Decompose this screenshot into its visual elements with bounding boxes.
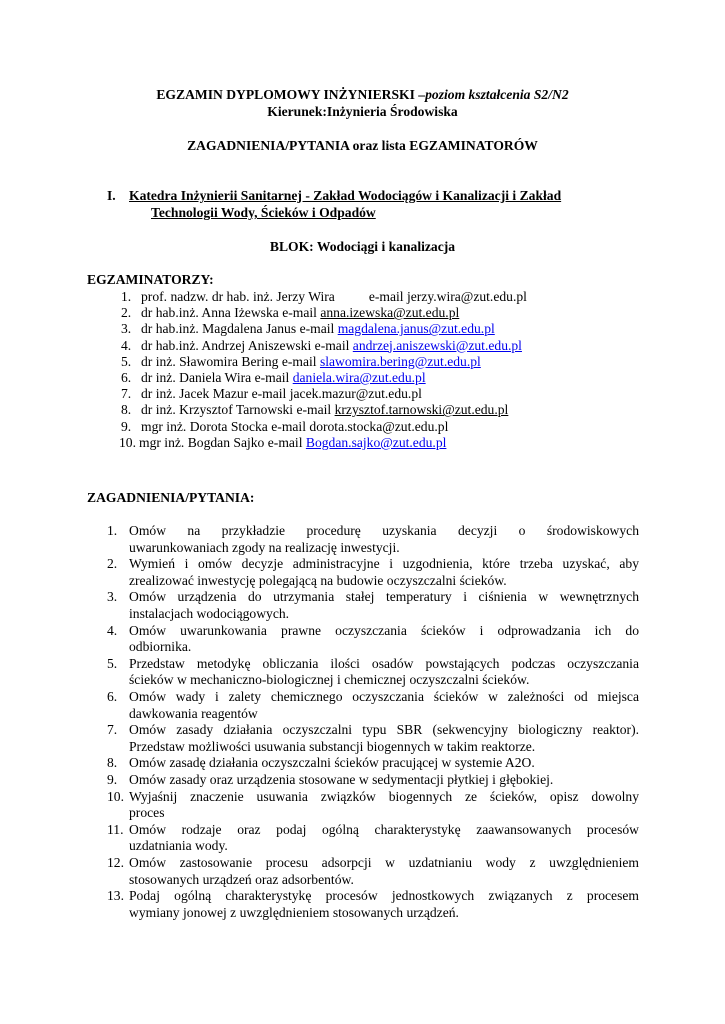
field-of-study: Kierunek:Inżynieria Środowiska <box>267 104 458 119</box>
examiner-email[interactable]: Bogdan.sajko@zut.edu.pl <box>305 434 447 450</box>
questions-heading: ZAGADNIENIA/PYTANIA: <box>87 490 255 505</box>
question-text-line: zrealizować inwestycję polegającą na budowie oczyszczalni ścieków. <box>129 572 507 588</box>
question-item <box>107 855 639 888</box>
examiner-number: 7. <box>121 386 132 402</box>
exam-title-level: poziom kształcenia S2/N2 <box>425 87 569 102</box>
question-item <box>107 556 639 589</box>
examiners-heading: EGZAMINATORZY: <box>87 272 214 287</box>
question-text-line: Omów urządzenia do utrzymania stałej temperatury i ciśnienia w wewnętrznych <box>129 589 639 605</box>
question-text-line: Podaj ogólną charakterystykę procesów jednostkowych związanych z procesem <box>129 888 639 904</box>
examiner-name: dr hab.inż. Anna Iżewska <box>141 305 279 321</box>
question-number: 4. <box>107 622 118 638</box>
question-text-line: Omów na przykładzie procedurę uzyskania decyzji o środowiskowych <box>129 523 639 538</box>
question-text-line: Omów zastosowanie procesu adsorpcji w uzdatnianiu wody z uwzględnieniem <box>129 855 639 870</box>
examiner-email: dorota.stocka@zut.edu.pl <box>309 418 449 434</box>
examiner-number: 6. <box>121 370 132 385</box>
examiner-item <box>121 402 508 419</box>
examiner-number: 8. <box>121 402 132 418</box>
subtitle: ZAGADNIENIA/PYTANIA oraz lista EGZAMINATORÓW <box>187 138 538 153</box>
examiner-name: prof. nadzw. dr hab. inż. Jerzy Wira <box>141 289 335 304</box>
question-text-line: uwarunkowaniach zgody na realizację inwestycji. <box>129 539 400 555</box>
question-item <box>107 755 639 772</box>
examiner-name: dr inż. Jacek Mazur <box>141 386 249 402</box>
examiner-email: jerzy.wira@zut.edu.pl <box>406 289 527 304</box>
question-text-line: Omów zasady oraz urządzenia stosowane w sedymentacji płytkiej i głębokiej. <box>129 772 554 787</box>
examiner-name: dr inż. Sławomira Bering <box>141 353 279 369</box>
question-number: 1. <box>107 523 118 538</box>
question-number: 8. <box>107 755 118 771</box>
question-item <box>107 656 639 689</box>
examiner-item <box>121 370 426 387</box>
email-prefix: e-mail <box>282 305 321 321</box>
block-title: BLOK: Wodociągi i kanalizacja <box>269 239 456 254</box>
email-prefix: e-mail <box>254 370 293 385</box>
examiner-number: 9. <box>121 418 132 434</box>
examiner-email: anna.izewska@zut.edu.pl <box>320 305 460 321</box>
examiner-email[interactable]: magdalena.janus@zut.edu.pl <box>337 321 495 337</box>
examiner-number: 10. <box>119 434 136 450</box>
examiner-email: krzysztof.tarnowski@zut.edu.pl <box>334 402 509 418</box>
question-text-line: uzdatniania wody. <box>129 838 228 854</box>
question-item <box>107 789 639 822</box>
question-text-line: wymiany jonowej z uwzględnieniem stosowanych urządzeń. <box>129 904 459 920</box>
exam-title-main: EGZAMIN DYPLOMOWY INŻYNIERSKI – <box>156 87 426 102</box>
question-item <box>107 623 639 656</box>
examiner-name: dr inż. Daniela Wira <box>141 370 252 385</box>
question-item <box>107 589 639 622</box>
examiner-number: 4. <box>121 337 132 353</box>
question-text-line: dawkowania reagentów <box>129 705 258 721</box>
email-prefix: e-mail <box>281 353 320 369</box>
email-prefix: e-mail <box>314 337 353 353</box>
question-text-line: Omów rodzaje oraz podaj ogólną charakterystykę zaawansowanych procesów <box>129 821 639 837</box>
section-title-line2: Technologii Wody, Ścieków i Odpadów <box>151 205 376 220</box>
examiner-email[interactable]: slawomira.bering@zut.edu.pl <box>319 353 481 369</box>
question-text-line: Omów zasadę działania oczyszczalni ścieków pracującej w systemie A2O. <box>129 755 535 771</box>
question-text-line: Przedstaw metodykę obliczania ilości osadów powstających podczas oczyszczania <box>129 655 639 671</box>
email-prefix: e-mail <box>251 386 290 402</box>
examiner-item <box>121 305 459 322</box>
question-text-line: proces <box>129 805 165 821</box>
question-number: 9. <box>107 772 118 787</box>
examiner-number: 2. <box>121 305 132 321</box>
examiner-item <box>121 338 522 355</box>
question-text-line: Przedstaw możliwości usuwania substancji biogennych w takim reaktorze. <box>129 738 536 754</box>
question-text-line: Wyjaśnij znaczenie usuwania związków biogennych ze ścieków, opisz dowolny <box>129 788 639 804</box>
question-text-line: ścieków w mechaniczno-biologicznej i chemicznej oczyszczalni ścieków. <box>129 672 530 688</box>
question-text-line: Wymień i omów decyzje administracyjne i uzgodnienia, które trzeba uzyskać, aby <box>129 556 639 572</box>
examiner-item <box>121 289 527 306</box>
email-prefix: e-mail <box>299 321 338 337</box>
question-number: 13. <box>107 888 124 904</box>
examiner-name: dr hab.inż. Andrzej Aniszewski <box>141 337 312 353</box>
email-prefix: e-mail <box>271 418 310 434</box>
question-item <box>107 888 639 921</box>
examiner-name: mgr inż. Bogdan Sajko <box>139 434 265 450</box>
section-title-line1: Katedra Inżynierii Sanitarnej - Zakład Wodociągów i Kanalizacji i Zakład <box>129 188 562 203</box>
examiner-name: mgr inż. Dorota Stocka <box>141 418 268 434</box>
email-prefix: e-mail <box>267 434 306 450</box>
question-number: 3. <box>107 589 118 605</box>
section-number: I. <box>107 188 116 203</box>
examiner-email: jacek.mazur@zut.edu.pl <box>289 386 422 402</box>
question-text-line: Omów zasady działania oczyszczalni typu SBR (sekwencyjny biologiczny reaktor). <box>129 722 639 738</box>
question-text-line: instalacjach wodociągowych. <box>129 605 290 621</box>
examiner-name: dr inż. Krzysztof Tarnowski <box>141 402 294 418</box>
question-number: 2. <box>107 556 118 572</box>
examiner-item <box>121 321 495 338</box>
examiner-number: 3. <box>121 321 132 337</box>
question-number: 10. <box>107 788 124 804</box>
question-number: 7. <box>107 722 118 738</box>
question-item <box>107 722 639 755</box>
question-number: 11. <box>107 821 124 837</box>
email-prefix: e-mail <box>368 289 407 304</box>
question-item <box>107 822 639 855</box>
question-text-line: odbiornika. <box>129 639 192 655</box>
examiner-item <box>121 354 481 371</box>
examiner-item <box>121 419 448 436</box>
question-item <box>107 772 639 789</box>
question-item <box>107 689 639 722</box>
examiner-email[interactable]: daniela.wira@zut.edu.pl <box>292 370 426 385</box>
examiner-item <box>121 386 422 403</box>
question-number: 6. <box>107 689 118 704</box>
question-text-line: stosowanych urządzeń oraz adsorbentów. <box>129 871 354 887</box>
examiner-email[interactable]: andrzej.aniszewski@zut.edu.pl <box>352 337 522 353</box>
question-text-line: Omów wady i zalety chemicznego oczyszczania ścieków w zależności od miejsca <box>129 689 639 704</box>
question-number: 5. <box>107 655 118 671</box>
examiner-number: 5. <box>121 353 132 369</box>
examiner-number: 1. <box>121 289 132 304</box>
examiner-name: dr hab.inż. Magdalena Janus <box>141 321 297 337</box>
exam-title <box>0 87 725 104</box>
email-prefix: e-mail <box>296 402 335 418</box>
question-text-line: Omów uwarunkowania prawne oczyszczania ścieków i odprowadzania ich do <box>129 622 639 638</box>
question-item <box>107 523 639 556</box>
question-number: 12. <box>107 855 124 870</box>
examiner-item <box>121 435 446 452</box>
